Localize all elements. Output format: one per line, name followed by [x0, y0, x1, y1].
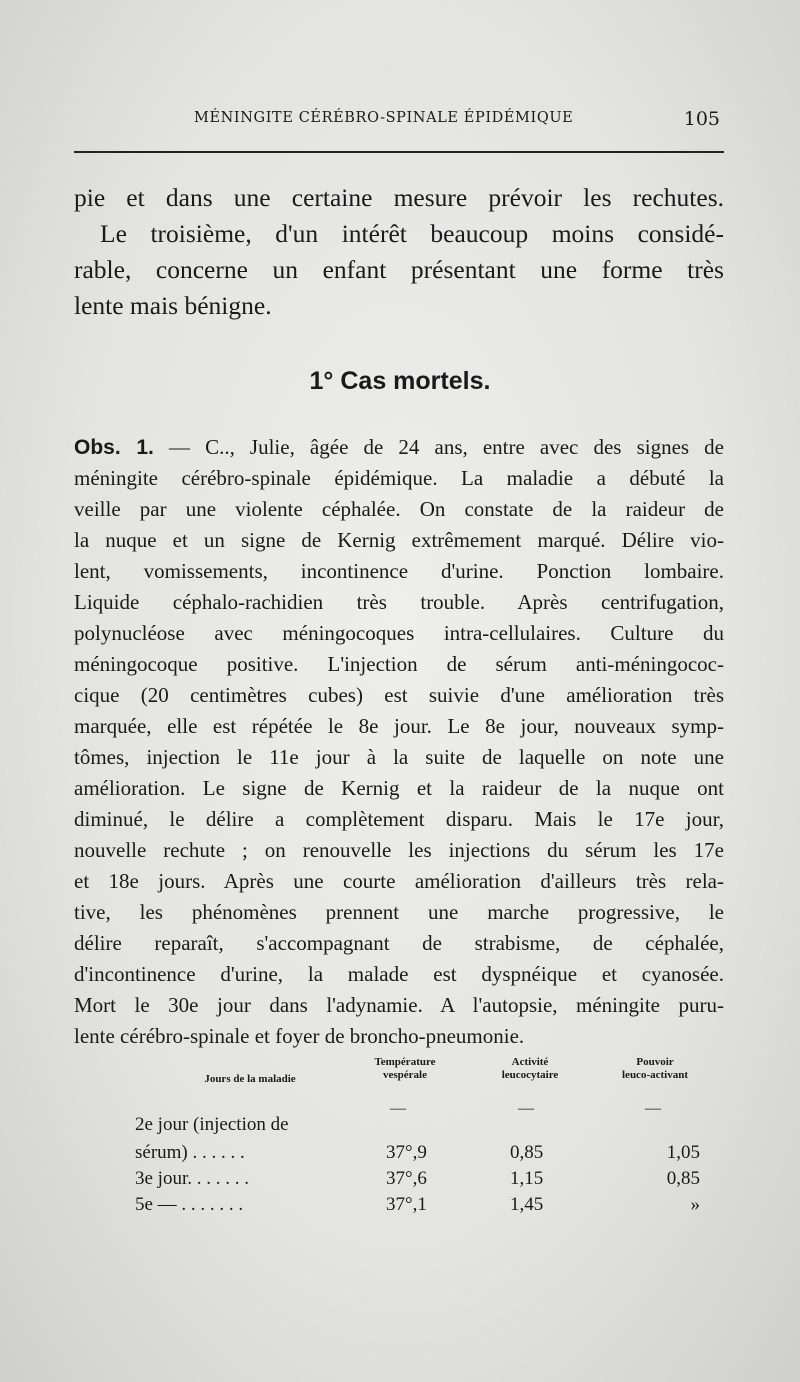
text-line: la nuque et un signe de Kernig extrêmement marqué. Délire vio- [74, 528, 724, 552]
activity-value: 0,85 [510, 1142, 544, 1163]
header-line: Température [374, 1056, 436, 1068]
running-head [74, 108, 724, 138]
row-label: 5e — . . . . . . . [135, 1194, 244, 1215]
text-line: d'incontinence d'urine, la malade est dyspnéique et cyanosée. [74, 962, 724, 986]
text-line: nouvelle rechute ; on renouvelle les injections du sérum les 17e [74, 838, 724, 862]
column-header-activity [485, 1056, 575, 1082]
section-title: 1° Cas mortels. [309, 367, 491, 395]
text-line: cique (20 centimètres cubes) est suivie d'une amélioration très [74, 683, 724, 707]
text-line: Le troisième, d'un intérêt beaucoup moins considé- [100, 219, 724, 248]
data-table [70, 1056, 730, 1226]
text-line: diminué, le délire a complètement disparu. Mais le 17e jour, [74, 807, 724, 831]
text-line: tive, les phénomènes prennent une marche progressive, le [74, 900, 724, 924]
temperature-value: 37°,6 [386, 1168, 427, 1189]
text-line: Mort le 30e jour dans l'adynamie. A l'autopsie, méningite puru- [74, 993, 724, 1017]
text-line: amélioration. Le signe de Kernig et la raideur de la nuque ont [74, 776, 724, 800]
table-row [70, 1114, 730, 1140]
text-line: et 18e jours. Après une courte amélioration d'ailleurs très rela- [74, 869, 724, 893]
header-line: Activité [511, 1056, 549, 1068]
text-line: pie et dans une certaine mesure prévoir les rechutes. [74, 183, 724, 212]
column-header-temperature [360, 1056, 450, 1082]
text-line: Liquide céphalo-rachidien très trouble. Après centrifugation, [74, 590, 724, 614]
intro-paragraph [74, 180, 724, 324]
text-line: tômes, injection le 11e jour à la suite de laquelle on note une [74, 745, 724, 769]
row-label: 2e jour (injection de [135, 1114, 289, 1135]
page-number: 105 [683, 108, 720, 130]
text-line: lente cérébro-spinale et foyer de broncho-pneumonie. [74, 1024, 525, 1048]
activity-value: 1,45 [510, 1194, 544, 1215]
temperature-value: 37°,9 [386, 1142, 427, 1163]
temperature-value: 37°,1 [386, 1194, 427, 1215]
observation-label: Obs. 1. [74, 436, 154, 459]
table-row [70, 1194, 730, 1220]
power-value: 0,85 [666, 1168, 700, 1189]
header-line: Pouvoir [636, 1056, 674, 1068]
header-dash: — [645, 1100, 661, 1117]
text-line: méningocoque positive. L'injection de sérum anti-méningococ- [74, 652, 724, 676]
text-line: délire reparaît, s'accompagnant de strabisme, de céphalée, [74, 931, 724, 955]
text-line: rable, concerne un enfant présentant une forme très [74, 255, 724, 284]
running-title: MÉNINGITE CÉRÉBRO-SPINALE ÉPIDÉMIQUE [194, 110, 574, 126]
header-line: vespérale [383, 1069, 427, 1081]
row-label: sérum) . . . . . . [135, 1142, 245, 1163]
row-label: 3e jour. . . . . . . [135, 1168, 249, 1189]
table-row [70, 1168, 730, 1194]
text-line: marquée, elle est répétée le 8e jour. Le 8e jour, nouveaux symp- [74, 714, 724, 738]
header-dash: — [390, 1100, 406, 1117]
text-line: lente mais bénigne. [74, 291, 272, 320]
header-dash: — [518, 1100, 534, 1117]
column-header-power [605, 1056, 705, 1082]
text-line: lent, vomissements, incontinence d'urine. Ponction lombaire. [74, 559, 724, 583]
text-line [74, 432, 724, 463]
observation-paragraph [74, 432, 724, 1052]
text-line: veille par une violente céphalée. On constate de la raideur de [74, 497, 724, 521]
text-line: méningite cérébro-spinale épidémique. La maladie a débuté la [74, 466, 724, 490]
table-row [70, 1142, 730, 1168]
header-rule [74, 151, 724, 153]
header-line: leucocytaire [501, 1069, 559, 1081]
text-line: polynucléose avec méningocoques intra-cellulaires. Culture du [74, 621, 724, 645]
column-header-day: Jours de la maladie [204, 1073, 296, 1085]
power-value: 1,05 [666, 1142, 700, 1163]
power-value: » [690, 1194, 700, 1215]
observation-first-line: — C.., Julie, âgée de 24 ans, entre avec des signes de [153, 435, 724, 459]
header-line: leuco-activant [622, 1069, 688, 1081]
activity-value: 1,15 [510, 1168, 544, 1189]
